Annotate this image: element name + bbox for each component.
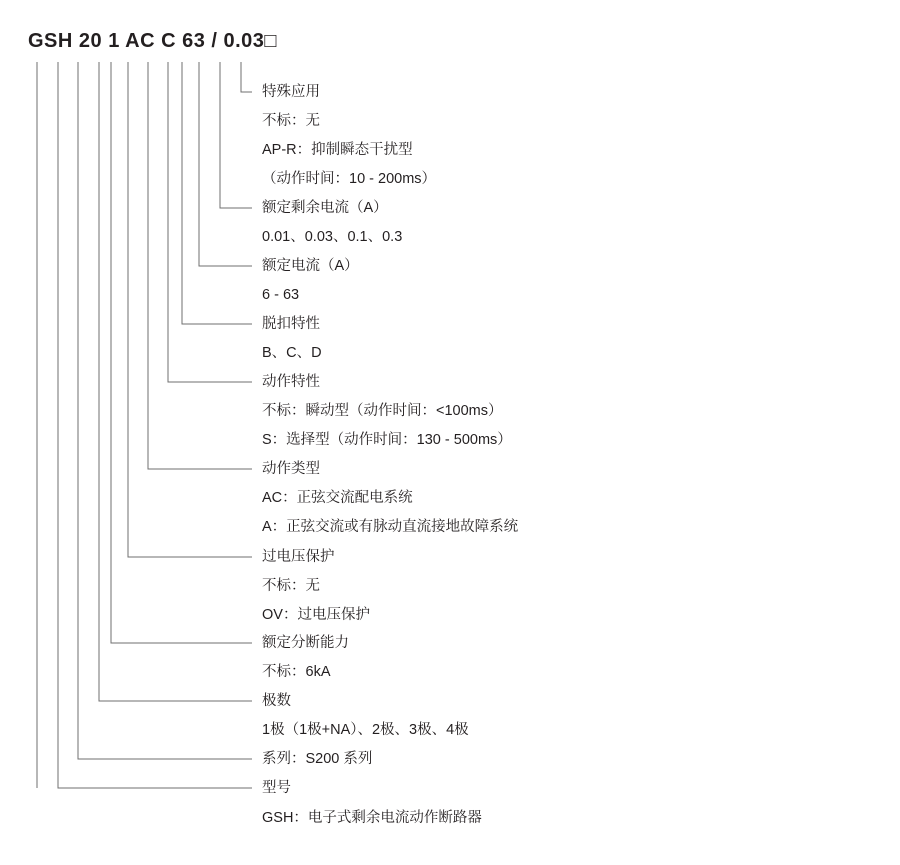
label-rated-current-line-1: 6 - 63 [262, 287, 300, 303]
label-tripping-characteristic-heading: 脱扣特性 [262, 316, 320, 332]
label-rated-residual-current-line-1: 0.01、0.03、0.1、0.3 [262, 229, 403, 245]
label-operating-type-line-1: AC：正弦交流配电系统 [262, 490, 413, 506]
label-operating-characteristic-line-2: S：选择型（动作时间：130 - 500ms） [262, 432, 512, 448]
label-rated-breaking-capacity-line-1: 不标：6kA [262, 664, 331, 680]
label-special-application-line-1: 不标：无 [262, 113, 320, 129]
label-special-application-line-3: （动作时间：10 - 200ms） [262, 171, 437, 187]
label-model-line-1: GSH：电子式剩余电流动作断路器 [262, 810, 482, 826]
label-poles-heading: 极数 [262, 693, 291, 709]
label-special-application-heading: 特殊应用 [262, 84, 320, 100]
product-code-title: GSH 20 1 AC C 63 / 0.03□ [28, 30, 278, 52]
label-operating-type-line-2: A：正弦交流或有脉动直流接地故障系统 [262, 519, 519, 535]
label-poles-line-1: 1极（1极+NA）、2极、3极、4极 [262, 722, 469, 738]
label-tripping-characteristic-line-1: B、C、D [262, 345, 322, 361]
label-rated-breaking-capacity-heading: 额定分断能力 [262, 635, 349, 651]
label-model-heading: 型号 [262, 780, 291, 796]
label-operating-characteristic-heading: 动作特性 [262, 374, 320, 390]
label-series-heading: 系列：S200 系列 [262, 751, 373, 767]
label-overvoltage-protection-heading: 过电压保护 [262, 549, 335, 565]
label-rated-residual-current-heading: 额定剩余电流（A） [262, 200, 388, 216]
label-operating-characteristic-line-1: 不标：瞬动型（动作时间：<100ms） [262, 403, 503, 419]
label-operating-type-heading: 动作类型 [262, 461, 320, 477]
label-special-application-line-2: AP-R：抑制瞬态干扰型 [262, 142, 413, 158]
label-overvoltage-protection-line-2: OV：过电压保护 [262, 607, 370, 623]
label-rated-current-heading: 额定电流（A） [262, 258, 359, 274]
label-overvoltage-protection-line-1: 不标：无 [262, 578, 320, 594]
